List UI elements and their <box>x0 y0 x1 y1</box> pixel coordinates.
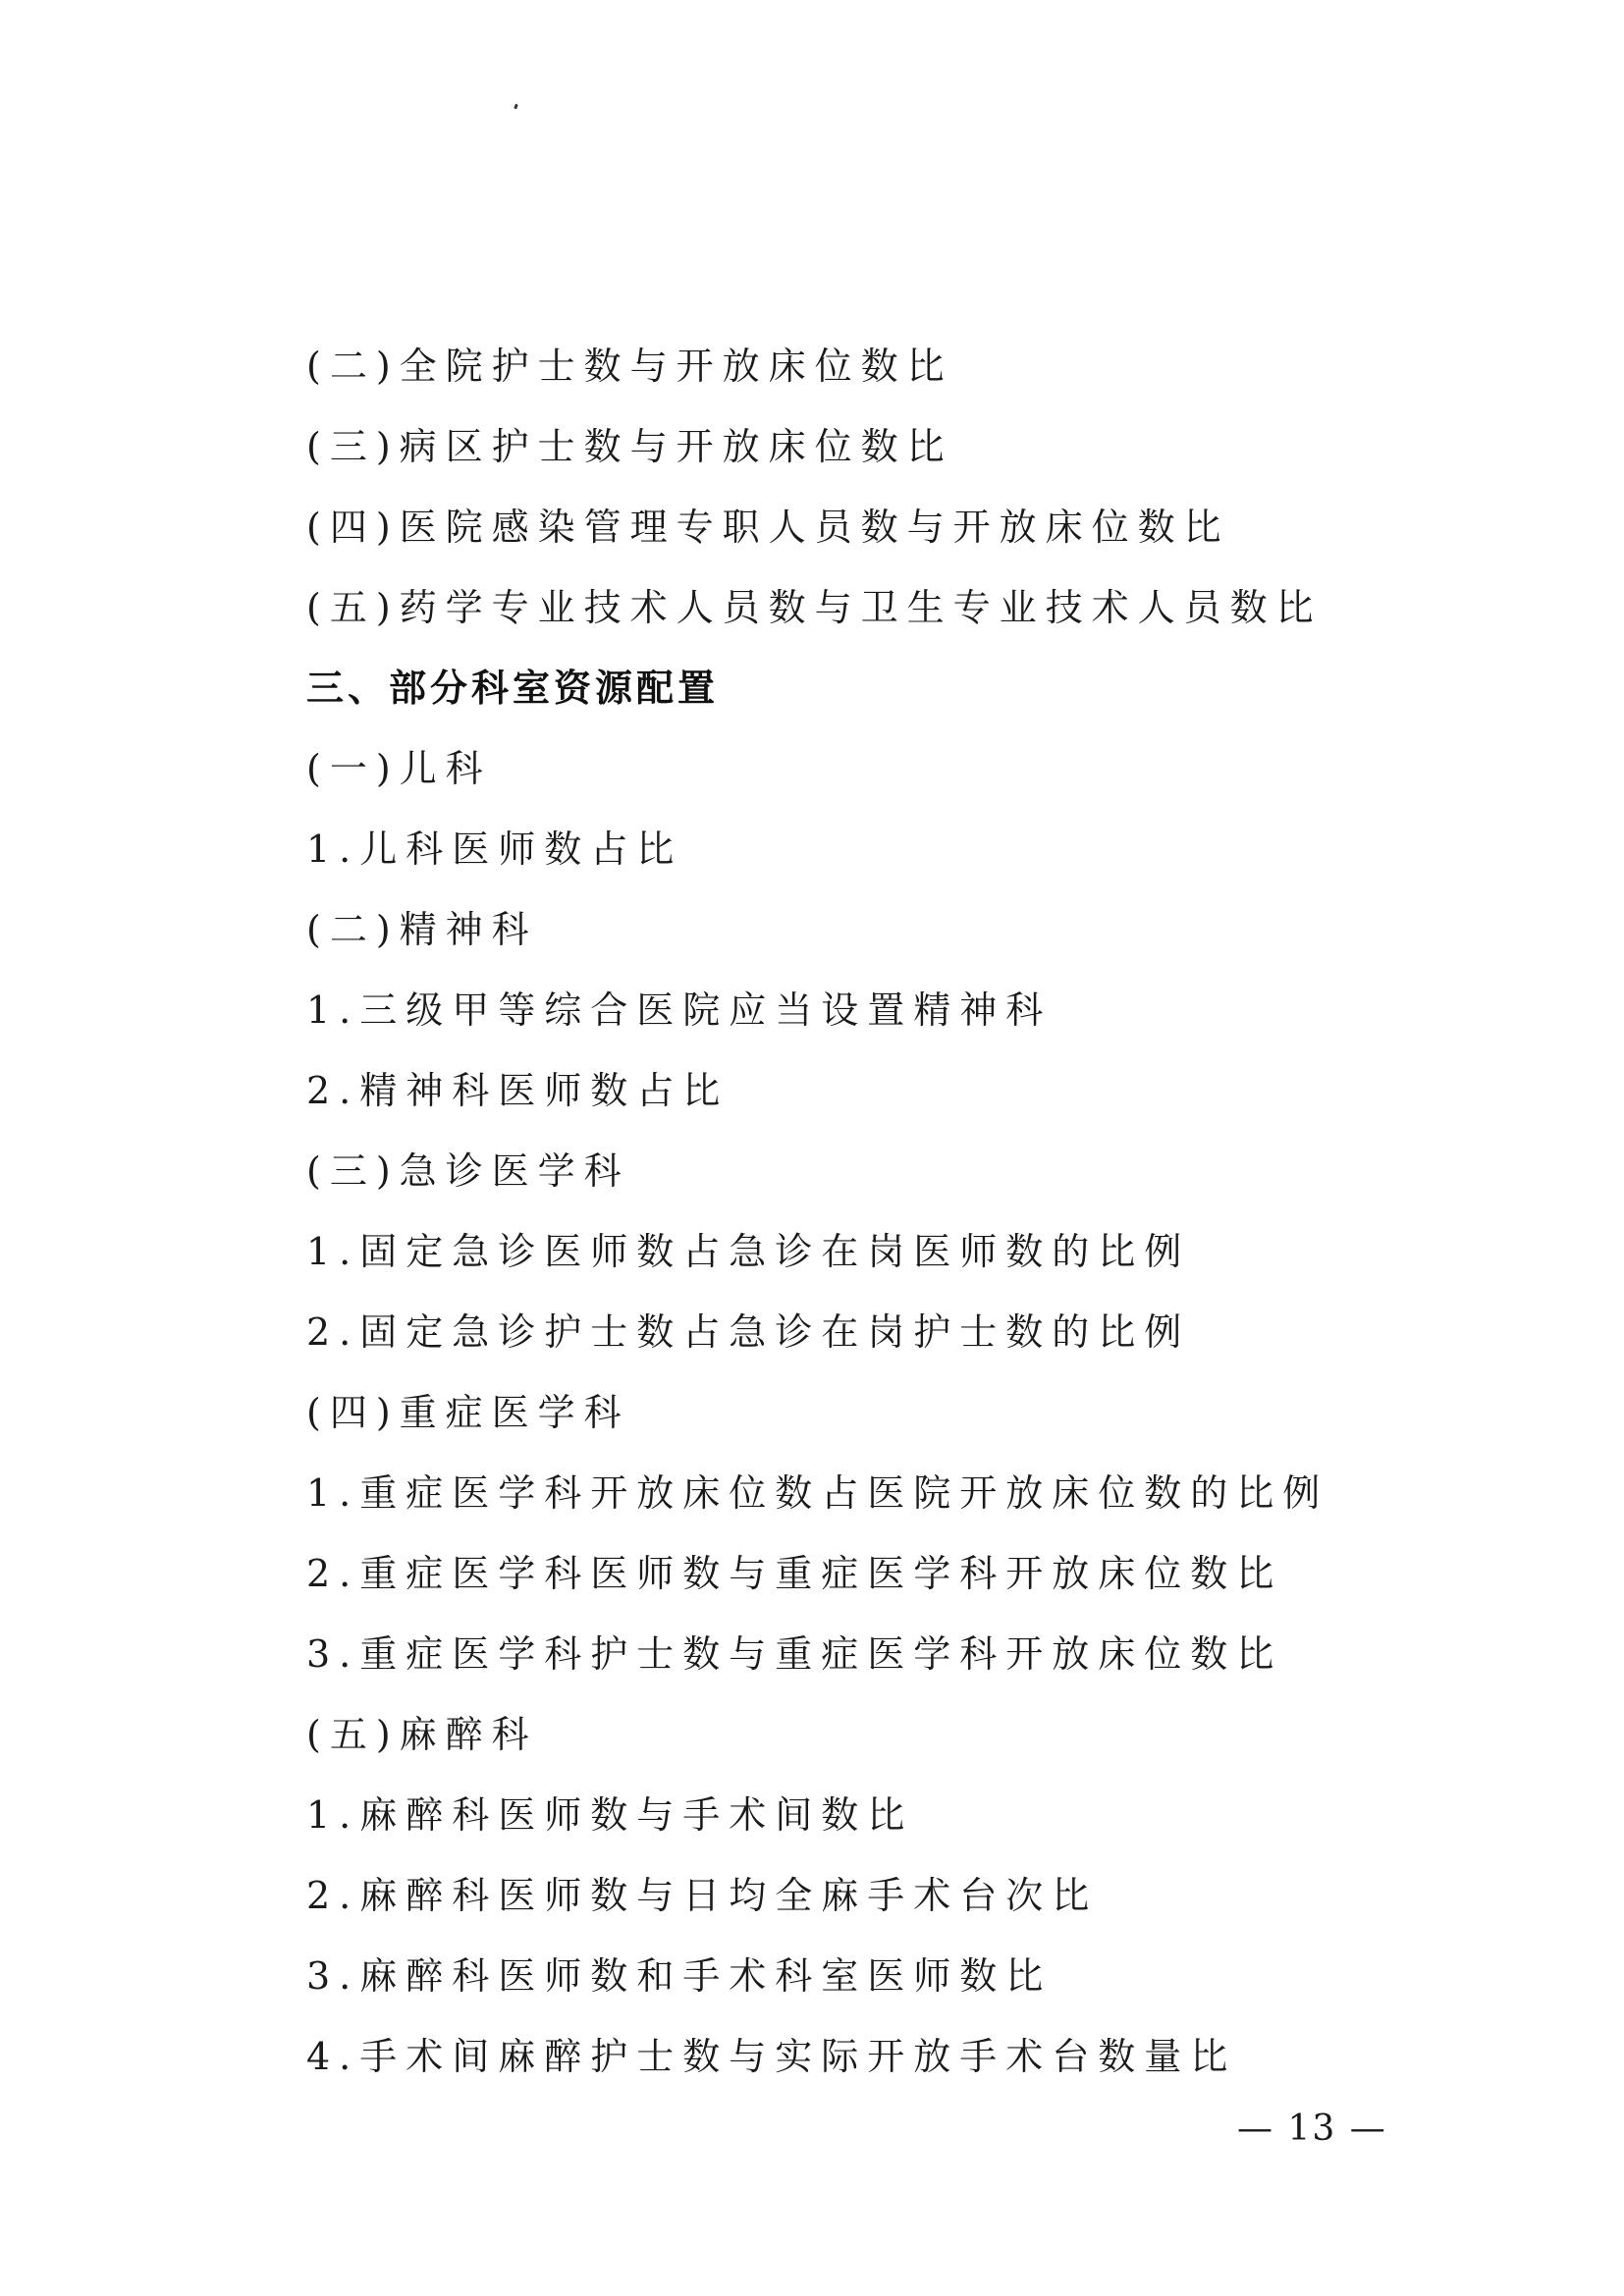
subsection-heading: (五)药学专业技术人员数与卫生专业技术人员数比 <box>306 586 1323 629</box>
list-item: 3.麻醉科医师数和手术科室医师数比 <box>306 1954 1053 1998</box>
list-item: 2.麻醉科医师数与日均全麻手术台次比 <box>306 1874 1099 1917</box>
page-number: — 13 — <box>1237 2109 1387 2149</box>
scan-mark <box>514 104 518 110</box>
list-item: 2.固定急诊护士数占急诊在岗护士数的比例 <box>306 1310 1191 1354</box>
subsection-heading: (四)重症医学科 <box>306 1391 630 1434</box>
list-item: 1.固定急诊医师数占急诊在岗医师数的比例 <box>306 1230 1191 1273</box>
subsection-heading: (三)急诊医学科 <box>306 1149 630 1193</box>
subsection-heading: (三)病区护士数与开放床位数比 <box>306 425 953 468</box>
list-item: 3.重症医学科护士数与重症医学科开放床位数比 <box>306 1632 1283 1676</box>
list-item: 4.手术间麻醉护士数与实际开放手术台数量比 <box>306 2035 1237 2078</box>
list-item: 2.精神科医师数占比 <box>306 1069 730 1112</box>
section-heading: 三、部分科室资源配置 <box>306 667 720 710</box>
subsection-heading: (四)医院感染管理专职人员数与开放床位数比 <box>306 506 1230 549</box>
subsection-heading: (五)麻醉科 <box>306 1713 538 1756</box>
subsection-heading: (二)全院护士数与开放床位数比 <box>306 345 953 388</box>
subsection-heading: (一)儿科 <box>306 747 492 790</box>
list-item: 2.重症医学科医师数与重症医学科开放床位数比 <box>306 1552 1283 1595</box>
list-item: 1.三级甲等综合医院应当设置精神科 <box>306 988 1053 1032</box>
list-item: 1.麻醉科医师数与手术间数比 <box>306 1793 914 1837</box>
subsection-heading: (二)精神科 <box>306 908 538 951</box>
list-item: 1.儿科医师数占比 <box>306 828 683 871</box>
document-body <box>306 326 1327 2097</box>
list-item: 1.重症医学科开放床位数占医院开放床位数的比例 <box>306 1471 1329 1515</box>
